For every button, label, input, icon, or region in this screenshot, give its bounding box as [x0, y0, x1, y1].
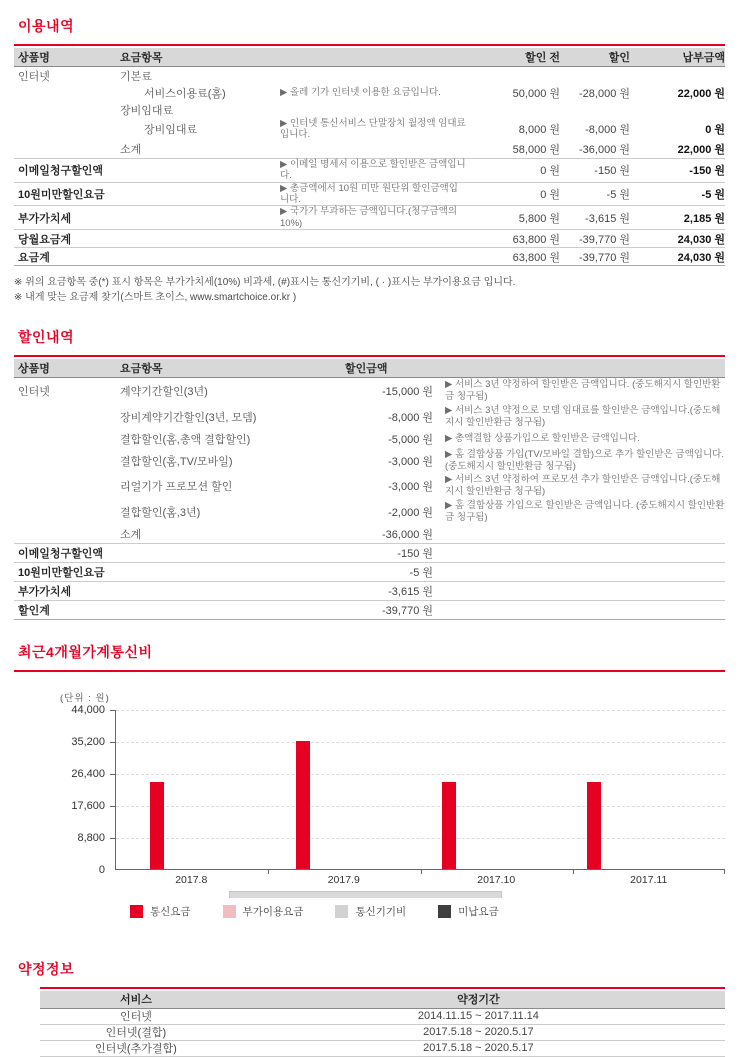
- contract-row: 인터넷(결합) 2017.5.18 ~ 2020.5.17: [40, 1025, 725, 1041]
- gridline: [116, 838, 725, 839]
- usage-row: [14, 118, 725, 141]
- contract-table-header: [40, 991, 725, 1009]
- discount-summary-row: 이메일청구할인액 -150 원: [14, 543, 725, 562]
- usage-cell-amount: 0 원: [705, 124, 725, 137]
- gridline: [116, 774, 725, 775]
- discount-row: 결합할인(홈,TV/모바일) -3,000 원 ▶ 홈 결합상품 가입(TV/모바일 결합)으로 추가 할인받은 금액입니다. (중도해지시 할인반환금 청구됨): [120, 448, 724, 472]
- usage-cell-desc: ▶ 인터넷 통신서비스 단말장치 월정액 임대료입니다.: [280, 118, 466, 141]
- contract-section-title: 약정정보: [18, 960, 75, 977]
- usage-cell-item: 소계: [120, 144, 142, 157]
- legend-swatch: [223, 905, 236, 918]
- usage-cell-desc: ▶ 총금액에서 10원 미만 원단위 할인금액입니다.: [280, 182, 458, 205]
- discount-row: 인터넷 계약기간할인(3년) -15,000 원 ▶ 서비스 3년 약정하여 할인받은 금액입니다. (중도해지시 할인반환금 청구됨): [18, 379, 721, 402]
- discount-summary-row: 10원미만할인요금 -5 원: [14, 562, 725, 581]
- chart-x-axis-labels: [115, 874, 725, 890]
- y-tick-label: 44,000: [71, 703, 105, 716]
- chart-bar: [150, 782, 164, 869]
- chart-y-axis-labels: [14, 703, 105, 876]
- usage-header-before: 할인 전: [525, 52, 560, 64]
- usage-summary-row: 요금계 63,800 원 -39,770 원 24,030 원: [14, 247, 725, 265]
- y-tick-label: 26,400: [71, 767, 105, 780]
- discount-header-product: 상품명: [18, 363, 50, 376]
- usage-header-product: 상품명: [18, 52, 50, 64]
- usage-summary-label: 당월요금계: [18, 233, 72, 246]
- contract-header-service: 서비스: [119, 994, 152, 1007]
- usage-summary-row: 이메일청구할인액 ▶ 이메일 명세서 이용으로 할인받은 금액입니다. 0 원 -150 원 -150 원: [14, 158, 725, 182]
- x-tick-label: 2017.9: [327, 873, 360, 886]
- usage-cell-discount: -8,000 원: [585, 124, 630, 137]
- legend-item: 통신기기비: [335, 904, 406, 919]
- chart-section-rule: [14, 670, 725, 672]
- usage-cell-discount: -28,000 원: [579, 87, 630, 100]
- usage-cell-amount: 22,000 원: [677, 87, 725, 100]
- x-tick-label: 2017.10: [477, 873, 516, 886]
- usage-header-item: 요금항목: [120, 52, 163, 64]
- y-tick-label: 0: [98, 863, 105, 876]
- y-tick-label: 8,800: [77, 831, 105, 844]
- legend-item: 통신요금: [130, 904, 191, 919]
- usage-cell-before: 8,000 원: [518, 124, 560, 137]
- usage-row-subtotal: [14, 141, 725, 158]
- legend-item: 미납요금: [438, 904, 499, 919]
- usage-summary-label: 이메일청구할인액: [18, 165, 104, 178]
- bar-chart: [14, 674, 725, 919]
- usage-cell-discount: -36,000 원: [579, 144, 630, 157]
- usage-cell-item: 서비스이용료(홈): [144, 87, 226, 100]
- usage-summary-row: 부가가치세 ▶ 국가가 부과하는 금액입니다.(청구금액의 10%) 5,800 원 -3,615 원 2,185 원: [14, 205, 725, 229]
- discount-header-item: 요금항목: [120, 363, 163, 376]
- usage-summary-label: 부가가치세: [18, 212, 72, 225]
- chart-bar: [442, 782, 456, 869]
- chart-bar: [296, 741, 310, 869]
- discount-row: 리얼기가 프로모션 할인 -3,000 원 ▶ 서비스 3년 약정하여 프로모션 추가 할인받은 금액입니다.(중도해지시 할인반환금 청구됨): [120, 474, 721, 498]
- usage-section: [14, 10, 725, 305]
- contract-row: 인터넷(추가결합) 2017.5.18 ~ 2020.5.17: [40, 1041, 725, 1057]
- discount-row: 결합할인(홈,총액 결합할인) -5,000 원 ▶ 총액결합 상품가입으로 할인받은 금액입니다.: [120, 432, 640, 446]
- chart-legend: [130, 904, 725, 919]
- discount-table-bottom-border: [14, 619, 725, 620]
- usage-cell-desc: ▶ 이메일 명세서 이용으로 할인받은 금액입니다.: [280, 158, 466, 182]
- discount-section-title: 할인내역: [18, 329, 75, 346]
- chart-plot-area: [115, 710, 725, 870]
- gridline: [116, 742, 725, 743]
- usage-footnotes: [14, 275, 725, 305]
- usage-row: [14, 84, 725, 101]
- chart-bar: [587, 782, 601, 869]
- usage-cell-amount: 22,000 원: [677, 144, 725, 157]
- usage-cell-before: 58,000 원: [512, 144, 560, 157]
- usage-table-header: [14, 48, 725, 67]
- footnote: ※ 위의 요금항목 중(*) 표시 항목은 부가가치세(10%) 비과세, (#)표시는 통신기기비, ( · )표시는 부가이용요금 입니다.: [14, 277, 516, 289]
- usage-header-discount: 할인: [608, 52, 630, 64]
- contract-header-period: 약정기간: [457, 994, 500, 1007]
- discount-row: 장비계약기간할인(3년, 모뎀) -8,000 원 ▶ 서비스 3년 약정으로 모뎀 임대료를 할인받은 금액입니다.(중도해지시 할인반환금 청구됨): [120, 404, 721, 428]
- y-tick-label: 35,200: [71, 735, 105, 748]
- usage-row: [14, 67, 725, 84]
- usage-cell-item: 장비임대료: [120, 104, 174, 117]
- usage-row: [14, 101, 725, 118]
- usage-summary-row: 10원미만할인요금 ▶ 총금액에서 10원 미만 원단위 할인금액입니다. 0 원 -5 원 -5 원: [14, 182, 725, 206]
- x-tick-label: 2017.8: [175, 873, 208, 886]
- gridline: [116, 806, 725, 807]
- legend-swatch: [130, 905, 143, 918]
- legend-swatch: [438, 905, 451, 918]
- usage-section-title: 이용내역: [18, 18, 75, 34]
- discount-table-header: [14, 359, 725, 378]
- chart-section: [14, 636, 725, 919]
- x-tick-label: 2017.11: [630, 873, 668, 886]
- next-section-partial-header: [229, 891, 502, 898]
- usage-cell-item: 장비임대료: [144, 124, 198, 137]
- usage-cell-desc: ▶ 국가가 부과하는 금액입니다.(청구금액의 10%): [280, 206, 458, 229]
- discount-header-amount: 할인금액: [345, 363, 388, 376]
- usage-cell-before: 50,000 원: [512, 87, 560, 100]
- contract-row: 인터넷 2014.11.15 ~ 2017.11.14: [40, 1009, 725, 1025]
- discount-row: 결합할인(홈,3년) -2,000 원 ▶ 홈 결합상품 가입으로 할인받은 금액입니다. (중도해지시 할인반환금 청구됨): [120, 500, 725, 523]
- usage-header-amount: 납부금액: [682, 52, 725, 64]
- gridline: [116, 710, 725, 711]
- discount-section: [14, 321, 725, 620]
- discount-section-rule: [14, 355, 725, 357]
- y-tick-label: 17,600: [71, 799, 105, 812]
- usage-summary-label: 10원미만할인요금: [18, 188, 105, 201]
- legend-swatch: [335, 905, 348, 918]
- legend-item: 부가이용요금: [223, 904, 304, 919]
- discount-row-subtotal: 소계 -36,000 원: [120, 528, 433, 541]
- usage-summary-label: 요금계: [18, 251, 50, 264]
- discount-summary-row: 할인계 -39,770 원: [14, 600, 725, 619]
- usage-table-bottom-border: [14, 265, 725, 266]
- usage-cell-desc: ▶ 올레 기가 인터넷 이용한 요금입니다.: [280, 86, 441, 98]
- chart-section-title: 최근4개월가계통신비: [18, 643, 153, 660]
- usage-cell-item: 기본료: [120, 70, 152, 83]
- footnote: ※ 내게 맞는 요금제 찾기(스마트 초이스, www.smartchoice.or.kr ): [14, 292, 297, 304]
- contract-section-rule: [40, 987, 725, 989]
- usage-summary-row: 당월요금계 63,800 원 -39,770 원 24,030 원: [14, 229, 725, 247]
- contract-section: [18, 953, 725, 1057]
- discount-summary-row: 부가가치세 -3,615 원: [14, 581, 725, 600]
- chart-unit-label: (단위 : 원): [60, 692, 110, 704]
- usage-cell-product: 인터넷: [18, 70, 50, 83]
- usage-section-rule: [14, 44, 725, 46]
